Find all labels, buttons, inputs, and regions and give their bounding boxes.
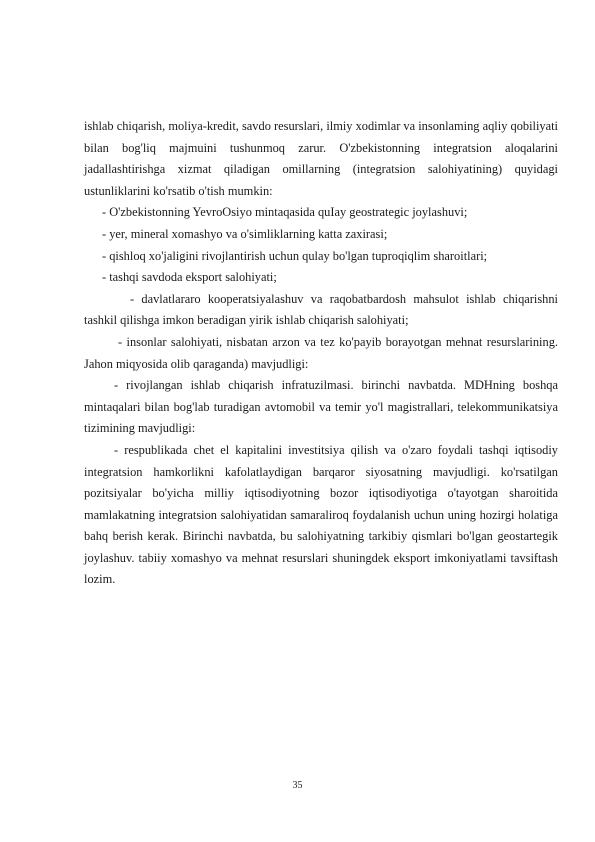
list-item-agriculture: - qishloq xo'jaligini rivojlantirish uchun qulay bo'lgan tuproqiqlim sharoitlari; (102, 248, 488, 263)
paragraph-intro: ishlab chiqarish, moliya-kredit, savdo resurslari, ilmiy xodimlar va insonlaming aqliy qobiliyati bilan bog'liq majmuini tushunmoq zarur. O'zbekistonning integratsion aloqalarini jadallashtirishga xizmat qiladigan omillarning (integratsion salohiyatining) quyidagi ustunliklarini ko'rsatib o'tish mumkin: (84, 119, 558, 198)
page-number: 35 (292, 780, 303, 791)
body-text (84, 116, 558, 591)
list-item-infrastructure: - rivojlangan ishlab chiqarish infratuzilmasi. birinchi navbatda. MDHning boshqa mintaqalari bilan bog'lab turadigan avtomobil va temir yo'l magistrallari, telekommunikatsiya tizimining mavjudligi: (84, 378, 558, 436)
list-item-policy: - respublikada chet el kapitalini investitsiya qilish va o'zaro foydali tashqi iqtisodiy integratsion hamkorlikni kafolatlaydigan barqaror siyosatning mavjudligi. ko'rsatilgan pozitsiyalar bo'yicha milliy iqtisodiyotning bozor iqtisodiyotiga o'tayotgan sharoitida mamlakatning integratsion salohiyatidan samaraliroq foydalanish uchun uning hozirgi holatiga bahq berish kerak. Birinchi navbatda, bu salohiyatning tarkibiy qismlari bo'lgan geostartegik joylashuv. tabiiy xomashyo va mehnat resurslari shuningdek eksport imkoniyatlami tavsiftash lozim. (84, 442, 558, 587)
list-item-human-potential: - insonlar salohiyati, nisbatan arzon va tez ko'payib borayotgan mehnat resurslarining. Jahon miqyosida olib qaraganda) mavjudligi: (84, 334, 558, 371)
list-item-cooperation: - davlatlararo kooperatsiyalashuv va raqobatbardosh mahsulot ishlab chiqarishni tashkil qilishga imkon beradigan yirik ishlab chiqarish salohiyati; (84, 291, 558, 328)
list-item-resources: - yer, mineral xomashyo va o'simliklarning katta zaxirasi; (102, 226, 388, 241)
list-item-geostrategic: - O'zbekistonning YevroOsiyo mintaqasida quIay geostrategic joylashuvi; (102, 205, 468, 220)
list-item-export: - tashqi savdoda eksport salohiyati; (102, 270, 277, 285)
